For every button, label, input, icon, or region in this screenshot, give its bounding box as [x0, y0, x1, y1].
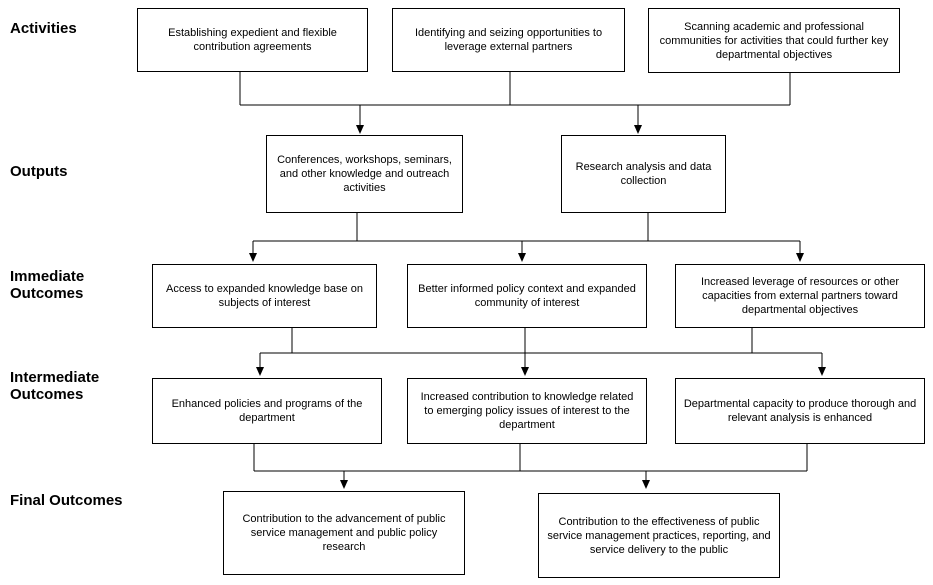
box-output-research-analysis: Research analysis and data collection — [561, 135, 726, 213]
arrowhead — [521, 367, 529, 376]
arrowhead — [340, 480, 348, 489]
arrowhead — [518, 253, 526, 262]
row-label-immediate-outcomes: Immediate Outcomes — [10, 268, 85, 302]
arrowhead — [256, 367, 264, 376]
box-immediate-increased-leverage: Increased leverage of resources or other capacities from external partners toward departmental objectives — [675, 264, 925, 328]
row-label-final-outcomes: Final Outcomes — [10, 492, 123, 509]
connector-intermediate-to-final — [254, 444, 807, 489]
arrowhead — [249, 253, 257, 262]
connector-outputs-to-immediate — [249, 213, 804, 262]
box-intermediate-knowledge-contribution: Increased contribution to knowledge related to emerging policy issues of interest to the department — [407, 378, 647, 444]
flow-line — [254, 444, 807, 481]
box-intermediate-departmental-capacity: Departmental capacity to produce thorough and relevant analysis is enhanced — [675, 378, 925, 444]
arrowhead — [818, 367, 826, 376]
box-activity-contribution-agreements: Establishing expedient and flexible contribution agreements — [137, 8, 368, 72]
box-immediate-policy-context: Better informed policy context and expanded community of interest — [407, 264, 647, 328]
box-final-effectiveness-management: Contribution to the effectiveness of public service management practices, reporting, and service delivery to the public — [538, 493, 780, 578]
flow-line — [253, 213, 800, 254]
box-intermediate-enhanced-policies: Enhanced policies and programs of the department — [152, 378, 382, 444]
box-output-conferences-workshops: Conferences, workshops, seminars, and other knowledge and outreach activities — [266, 135, 463, 213]
arrowhead — [634, 125, 642, 134]
arrowhead — [356, 125, 364, 134]
row-label-outputs: Outputs — [10, 163, 68, 180]
flow-line — [240, 72, 790, 126]
arrowhead — [796, 253, 804, 262]
box-final-advancement-research: Contribution to the advancement of public service management and public policy research — [223, 491, 465, 575]
arrowhead — [642, 480, 650, 489]
box-activity-external-partners: Identifying and seizing opportunities to leverage external partners — [392, 8, 625, 72]
connector-activities-to-outputs — [240, 72, 790, 134]
connector-immediate-to-intermediate — [256, 328, 826, 376]
row-label-activities: Activities — [10, 20, 77, 37]
box-immediate-knowledge-base: Access to expanded knowledge base on subjects of interest — [152, 264, 377, 328]
row-label-intermediate-outcomes: Intermediate Outcomes — [10, 369, 100, 403]
flow-line — [260, 328, 822, 368]
box-activity-scanning-communities: Scanning academic and professional communities for activities that could further key departmental objectives — [648, 8, 900, 73]
